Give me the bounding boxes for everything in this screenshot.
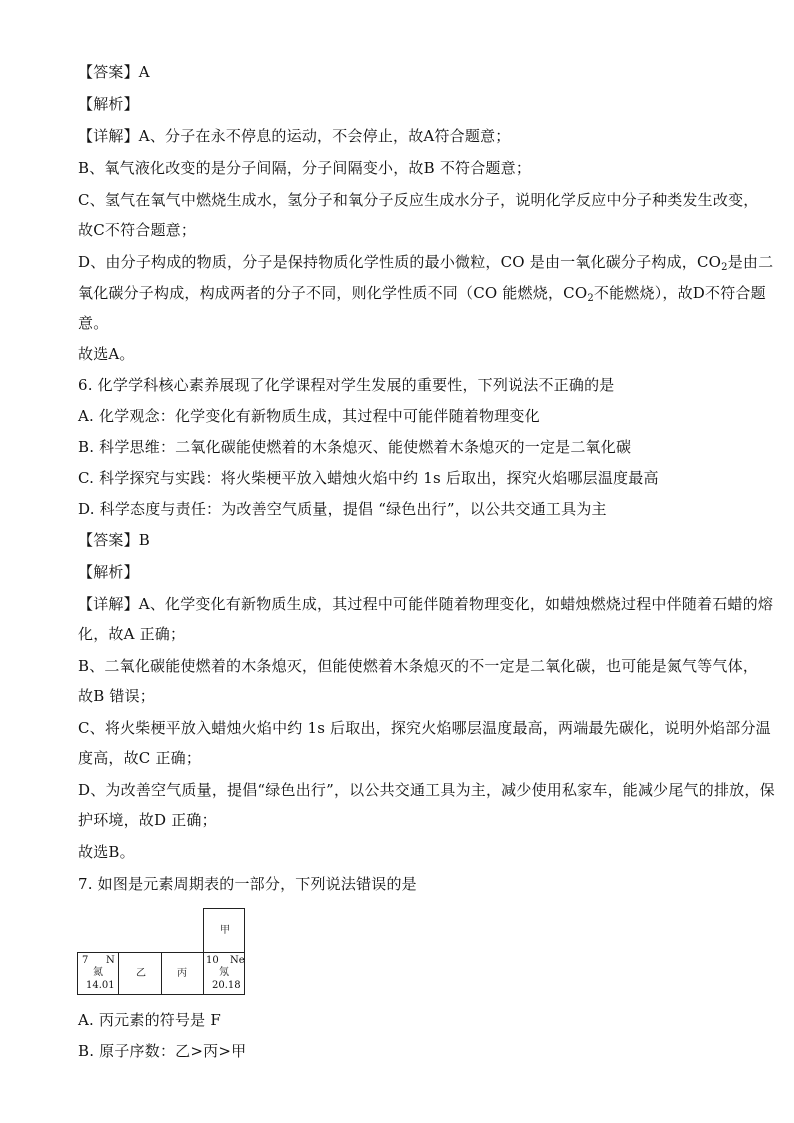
element-cell-neon (203, 952, 245, 995)
atomic-number: 7 (82, 955, 89, 966)
q6-stem: 6. 化学学科核心素养展现了化学课程对学生发展的重要性，下列说法不正确的是 (78, 376, 615, 394)
q5-conclusion: 故选A。 (78, 345, 135, 363)
atomic-mass: 20.18 (212, 980, 241, 991)
q6-answer: 【答案】B (78, 531, 151, 549)
q7-option-a: A. 丙元素的符号是 F (78, 1011, 221, 1029)
q6-analysis-heading: 【解析】 (78, 563, 139, 581)
element-name: 氮 (93, 967, 103, 978)
periodic-table-fragment (77, 908, 247, 996)
atomic-number: 10 (206, 955, 219, 966)
q6-detail-a-line1: 【详解】A、化学变化有新物质生成，其过程中可能伴随着物理变化，如蜡烛燃烧过程中伴随着石蜡的熔 (78, 595, 774, 613)
element-cell-nitrogen (77, 952, 119, 995)
q5-detail-d-line2-tail: 不能燃烧），故D不符合题 (593, 284, 766, 302)
q6-option-d: D. 科学态度与责任：为改善空气质量，提倡 “绿色出行”，以公共交通工具为主 (78, 500, 607, 518)
q6-conclusion: 故选B。 (78, 843, 135, 861)
element-label-yi: 乙 (136, 968, 146, 979)
q5-detail-b: B、氧气液化改变的是分子间隔，分子间隔变小，故B 不符合题意； (78, 159, 532, 177)
q5-detail-d-line2 (78, 283, 766, 303)
q6-detail-b-line1: B、二氧化碳能使燃着的木条熄灭，但能使燃着木条熄灭的不一定是二氧化碳，也可能是氮气等气体， (78, 657, 759, 675)
q7-option-b: B. 原子序数：乙>丙>甲 (78, 1042, 247, 1060)
q7-stem: 7. 如图是元素周期表的一部分，下列说法错误的是 (78, 875, 417, 893)
q6-detail-d-line1: D、为改善空气质量，提倡“绿色出行”，以公共交通工具为主，减少使用私家车，能减少尾气的排放，保 (78, 781, 775, 799)
element-label-bing: 丙 (177, 968, 187, 979)
q6-detail-c-line1: C、将火柴梗平放入蜡烛火焰中约 1s 后取出，探究火焰哪层温度最高，两端最先碳化，说明外焰部分温 (78, 719, 771, 737)
element-name: 氖 (219, 967, 229, 978)
q5-detail-c-line2: 故C不符合题意； (78, 221, 197, 239)
q6-option-c: C. 科学探究与实践：将火柴梗平放入蜡烛火焰中约 1s 后取出，探究火焰哪层温度最高 (78, 469, 659, 487)
q6-detail-c-line2: 度高，故C 正确； (78, 749, 202, 767)
q6-option-a: A. 化学观念：化学变化有新物质生成，其过程中可能伴随着物理变化 (78, 407, 540, 425)
q5-detail-d-line3: 意。 (78, 314, 109, 332)
q6-detail-a-line2: 化，故A 正确； (78, 625, 186, 643)
q5-detail-d-line1-text: D、由分子构成的物质，分子是保持物质化学性质的最小微粒，CO 是由一氧化碳分子构成，CO (78, 253, 722, 271)
element-symbol: N (106, 955, 115, 966)
q6-detail-d-line2: 护环境，故D 正确； (78, 811, 217, 829)
subscript: 2 (587, 293, 594, 304)
element-symbol: Ne (230, 955, 245, 966)
q5-detail-d-line1-tail: 是由二 (727, 253, 774, 271)
element-label-jia: 甲 (220, 925, 230, 936)
element-cell-yi (118, 952, 162, 995)
q5-detail-d-line1 (78, 252, 773, 272)
q5-detail-d-line2-text: 氧化碳分子构成，构成两者的分子不同，则化学性质不同（CO 能燃烧，CO (78, 284, 588, 302)
q6-option-b: B. 科学思维：二氧化碳能使燃着的木条熄灭、能使燃着木条熄灭的一定是二氧化碳 (78, 438, 632, 456)
element-cell-bing (161, 952, 204, 995)
q5-analysis-heading: 【解析】 (78, 95, 139, 113)
q5-detail-c-line1: C、氢气在氧气中燃烧生成水，氢分子和氧分子反应生成水分子，说明化学反应中分子种类发生改变， (78, 191, 759, 209)
atomic-mass: 14.01 (86, 980, 115, 991)
q5-detail-a: 【详解】A、分子在永不停息的运动，不会停止，故A符合题意； (78, 127, 511, 145)
q6-detail-b-line2: 故B 错误； (78, 687, 155, 705)
subscript: 2 (721, 262, 728, 273)
element-cell-jia (203, 908, 245, 953)
q5-answer: 【答案】A (78, 63, 150, 81)
